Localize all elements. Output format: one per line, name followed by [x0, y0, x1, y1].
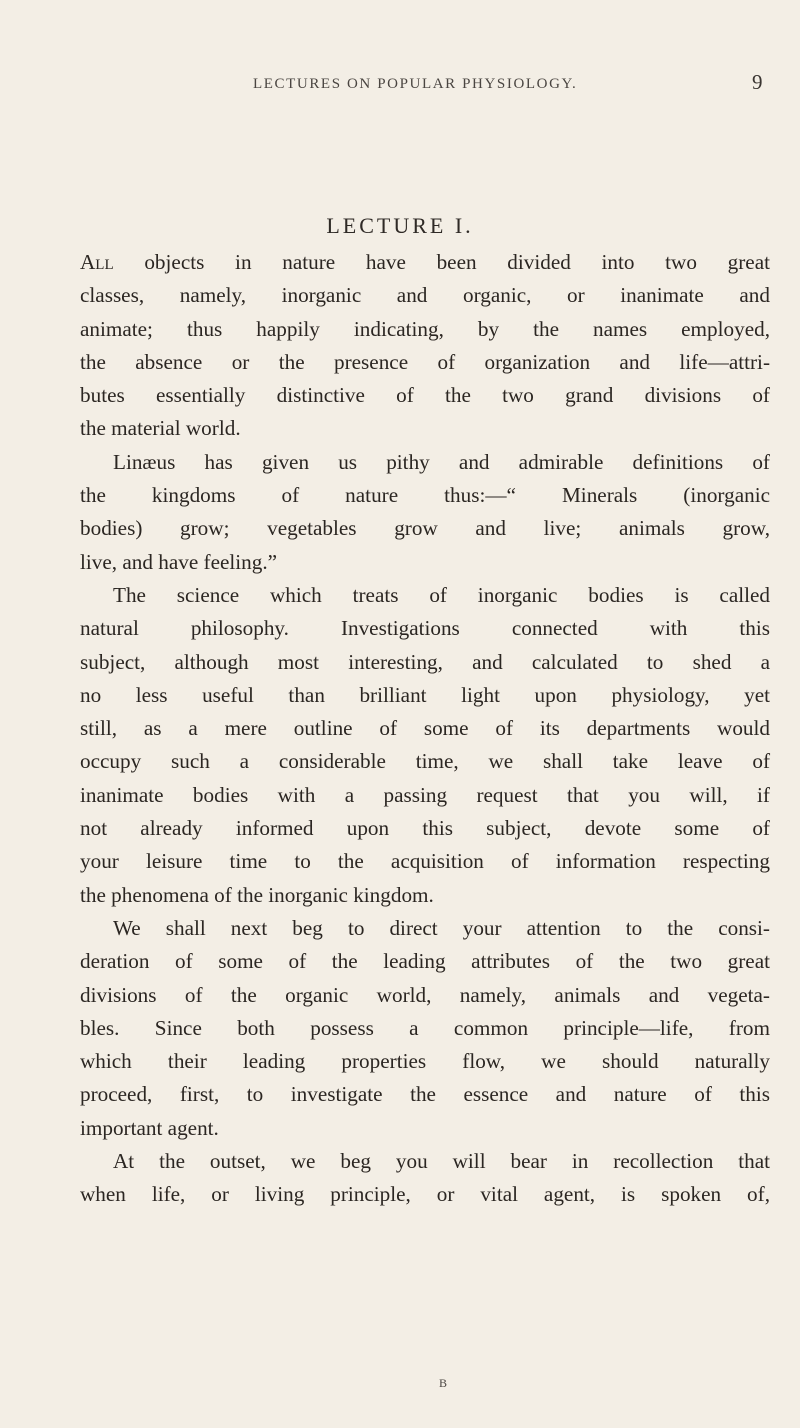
- text-line: the phenomena of the inorganic kingdom.: [80, 882, 434, 907]
- text-line: your leisure time to the acquisition of information respecting: [80, 849, 770, 874]
- text-line: still, as a mere outline of some of its departments would: [80, 716, 770, 741]
- text-line: not already informed upon this subject, devote some of: [80, 816, 770, 841]
- text-line: important agent.: [80, 1115, 219, 1140]
- text-line: We shall next beg to direct your attention to the consi-: [113, 915, 770, 940]
- running-head: LECTURES ON POPULAR PHYSIOLOGY.: [253, 76, 578, 92]
- text-line: butes essentially distinctive of the two grand divisions of: [80, 383, 770, 408]
- text-line: The science which treats of inorganic bodies is called: [113, 582, 770, 607]
- text-line: At the outset, we beg you will bear in recollection that: [113, 1149, 770, 1174]
- text-line: bodies) grow; vegetables grow and live; animals grow,: [80, 516, 770, 541]
- paragraph-2: [80, 446, 770, 579]
- text-line: All objects in nature have been divided into two great: [80, 250, 770, 274]
- page-number: 9: [752, 70, 763, 94]
- text-line: subject, although most interesting, and calculated to shed a: [80, 649, 770, 674]
- paragraph-1: [80, 246, 770, 446]
- text-line: the kingdoms of nature thus:—“ Minerals (inorganic: [80, 483, 770, 508]
- text-line: the material world.: [80, 416, 241, 441]
- paragraph-3: [80, 579, 770, 912]
- paragraph-4: [80, 912, 770, 1145]
- text-line: live, and have feeling.”: [80, 549, 278, 574]
- text-line: no less useful than brilliant light upon physiology, yet: [80, 682, 770, 707]
- text-line: classes, namely, inorganic and organic, or inanimate and: [80, 283, 770, 308]
- text-line: animate; thus happily indicating, by the names employed,: [80, 316, 770, 341]
- opening-word: All: [80, 250, 114, 274]
- text-line: inanimate bodies with a passing request that you will, if: [80, 782, 770, 807]
- text-line: bles. Since both possess a common principle—life, from: [80, 1015, 770, 1040]
- text-line: which their leading properties flow, we should naturally: [80, 1049, 770, 1074]
- text-line: Linæus has given us pithy and admirable definitions of: [113, 449, 770, 474]
- text-line: the absence or the presence of organization and life—attri-: [80, 349, 770, 374]
- text-line: divisions of the organic world, namely, animals and vegeta-: [80, 982, 770, 1007]
- text-line: natural philosophy. Investigations connected with this: [80, 616, 770, 641]
- text-line: when life, or living principle, or vital agent, is spoken of,: [80, 1182, 770, 1207]
- text-line: occupy such a considerable time, we shall take leave of: [80, 749, 770, 774]
- text-line: proceed, first, to investigate the essence and nature of this: [80, 1082, 770, 1107]
- signature-mark: B: [439, 1376, 448, 1390]
- body-text: [80, 246, 770, 1212]
- text-line: deration of some of the leading attributes of the two great: [80, 949, 770, 974]
- paragraph-5: [80, 1145, 770, 1212]
- lecture-heading: LECTURE I.: [326, 213, 474, 238]
